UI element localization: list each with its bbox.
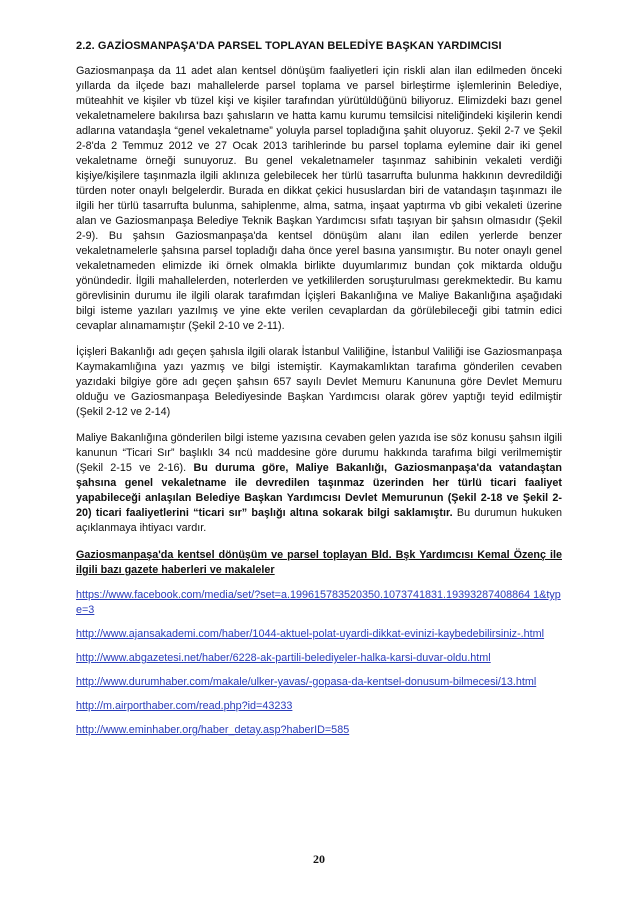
news-links-subheading: Gaziosmanpaşa'da kentsel dönüşüm ve parsel toplayan Bld. Bşk Yardımcısı Kemal Özenç ile ilgili bazı gazete haberleri ve makaleler [76,549,562,576]
news-link-facebook[interactable]: https://www.facebook.com/media/set/?set=a.199615783520350.1073741831.19393287408864 1&type=3 [76,589,561,616]
news-link-eminhaber[interactable]: http://www.eminhaber.org/haber_detay.asp?haberID=585 [76,724,350,736]
news-links-list [76,588,562,738]
paragraph-3-end-text: Bu durumun hukuken açıklanmaya ihtiyacı vardır. [76,507,563,534]
paragraph-3-text: Maliye Bakanlığına gönderilen bilgi isteme yazısına cevaben gelen yazıda ise söz konusu şahsın ilgili kanunun “Ticari Sır” başlıklı 34 ncü maddesine göre durumu hakkında tarafıma bilgi verilmemiştir (Şekil 2-15 ve 2-16). [76,432,562,474]
page-number: 20 [313,852,325,866]
document-page [76,40,562,747]
paragraph-2: İçişleri Bakanlığı adı geçen şahısla ilgili olarak İstanbul Valiliğine, İstanbul Valiliği ise Gaziosmanpaşa Kaymakamlığına yazı yazmış ve bilgi istemiştir. Kaymakamlıktan tarafıma gönderilen cevaben yazıdaki bilgiye göre adı geçen şahsın 657 sayılı Devlet Memuru Kanununa göre Devlet Memuru olduğu ve Gaziosmanpaşa Belediyesinde Başkan Yardımcısı olarak görev yaptığı teyid edilmiştir (Şekil 2-12 ve 2-14) [76,346,562,418]
paragraph-3-bold-text: Bu duruma göre, Maliye Bakanlığı, Gaziosmanpaşa'da vatandaştan şahsına genel vekaletname ile devredilen taşınmaz üzerinden her türlü ticari faaliyet yapabileceği anlaşılan Belediye Başkan Yardımcısı Devlet Memurunun (Şekil 2-18 ve Şekil 2-20) ticari faaliyetlerini “ticari sır” başlığı altına sokarak bilgi saklamıştır. [76,462,563,519]
paragraph-1: Gaziosmanpaşa da 11 adet alan kentsel dönüşüm faaliyetleri için riskli alan ilan edilmeden önceki yıllarda da ilçede bazı mahallelerde parsel toplama ve parsel birleştirme işlemlerinin Belediye, müteahhit ve kişiler vb tüzel kişi ve kişiler tarafından yürütüldüğünü biliyoruz. Elimizdeki bazı genel vekaletnamelere bakılırsa bazı şahısların ve hatta kamu kurumu temsilcisi niteliğindeki kişilerin kendi adlarına vatandaşla “genel vekaletname” yoluyla parsel topladığına şahit oluyoruz. Şekil 2-7 ve Şekil 2-8'da 2 Temmuz 2012 ve 27 Ocak 2013 tarihlerinde bu parsel toplama eylemine dair iki genel vekaletname örneği sunuyoruz. Bu genel vekaletnameler taşınmaz sahibinin vekaleti verdiği kişiye/kişilere taşınmazla ilgili aklınıza gelebilecek her türlü tasarrufta bulunma hakkının devredildiği türden noter onaylı belgelerdir. Burada en dikkat çekici hususlardan biri de vatandaşın taşınmazı ile ilgili her türlü tasarrufta bulunma, sahiplenme, alma, satma, inşaat yaptırma vb gibi vekaleti üzerine alan ve Gaziosmanpaşa Belediye Teknik Başkan Yardımcısı sıfatı taşıyan bir şahsın olmasıdır (Şekil 2-9). Bu şahsın Gaziosmanpaşa'da kentsel dönüşüm alanı ilan edilen yerlerde benzer vekaletnamelerle şahsına parsel topladığı daha önce yerel basına yansımıştır. Bu noter onaylı genel vekaletnameden elimizde iki örnek olmakla birlikte duyumlarımız bundan çok miktarda olduğu yönündedir. İlgili mahallelerden, noterlerden ve yetkililerden soruşturulması gerekmektedir. Bu kamu görevlisinin durumu ile ilgili olarak tarafımdan İçişleri Bakanlığına ve Maliye Bakanlığına aşağıdaki bilgi isteme yazıları yazılmış ve yine ekte verilen cevaplardan da görülebileceği gibi tatmin edici cevaplar alınamamıştır (Şekil 2-10 ve 2-11). [76,65,562,332]
section-heading: 2.2. GAZİOSMANPAŞA'DA PARSEL TOPLAYAN BELEDİYE BAŞKAN YARDIMCISI [76,40,502,52]
news-link-ajansakademi[interactable]: http://www.ajansakademi.com/haber/1044-aktuel-polat-uyardi-dikkat-evinizi-kaybedebilirsiniz-.html [76,628,545,640]
paragraph-3 [76,431,562,536]
news-link-durumhaber[interactable]: http://www.durumhaber.com/makale/ulker-yavas/-gopasa-da-kentsel-donusum-bilmecesi/13.html [76,676,537,688]
news-link-abgazetesi[interactable]: http://www.abgazetesi.net/haber/6228-ak-partili-belediyeler-halka-karsi-duvar-oldu.html [76,652,491,664]
news-link-airporthaber[interactable]: http://m.airporthaber.com/read.php?id=43233 [76,700,293,712]
